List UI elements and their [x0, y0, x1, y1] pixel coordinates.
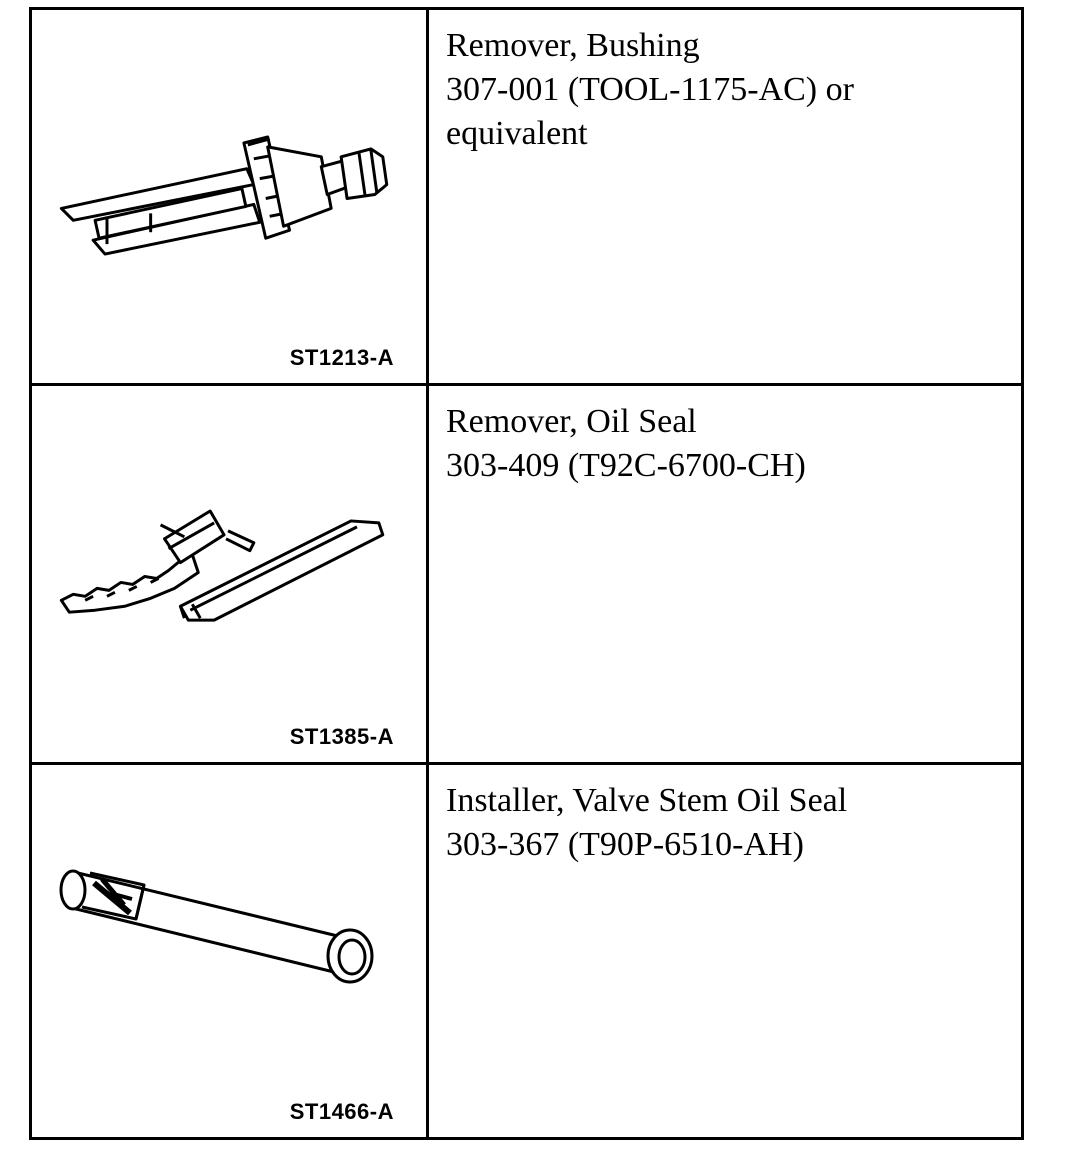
tool-row: [32, 10, 1021, 386]
tool-image-cell: [32, 386, 429, 762]
tool-part-number: 303-367 (T90P-6510-AH): [446, 826, 804, 863]
special-tools-table: [29, 7, 1024, 1140]
tool-name: Remover, Bushing: [446, 27, 700, 64]
tool-name: Remover, Oil Seal: [446, 403, 697, 440]
tool-figure-code: ST1466-A: [289, 1099, 394, 1124]
tool-name: Installer, Valve Stem Oil Seal: [446, 782, 848, 819]
valve-stem-seal-installer-icon: [32, 765, 429, 1137]
oil-seal-remover-icon: [32, 386, 429, 762]
tool-row: [32, 386, 1021, 765]
tool-description-cell: [429, 386, 1021, 762]
tool-description-cell: [429, 10, 1021, 383]
tool-image-cell: [32, 765, 429, 1137]
tool-part-number: 307-001 (TOOL-1175-AC) or: [446, 71, 854, 108]
tool-image-cell: [32, 10, 429, 383]
tool-figure-code: ST1213-A: [289, 345, 394, 370]
tool-row: [32, 765, 1021, 1137]
tool-description-cell: [429, 765, 1021, 1137]
tool-part-number: 303-409 (T92C-6700-CH): [446, 447, 806, 484]
tool-figure-code: ST1385-A: [289, 724, 394, 749]
bushing-remover-icon: [32, 10, 429, 383]
tool-part-note: equivalent: [446, 115, 588, 152]
